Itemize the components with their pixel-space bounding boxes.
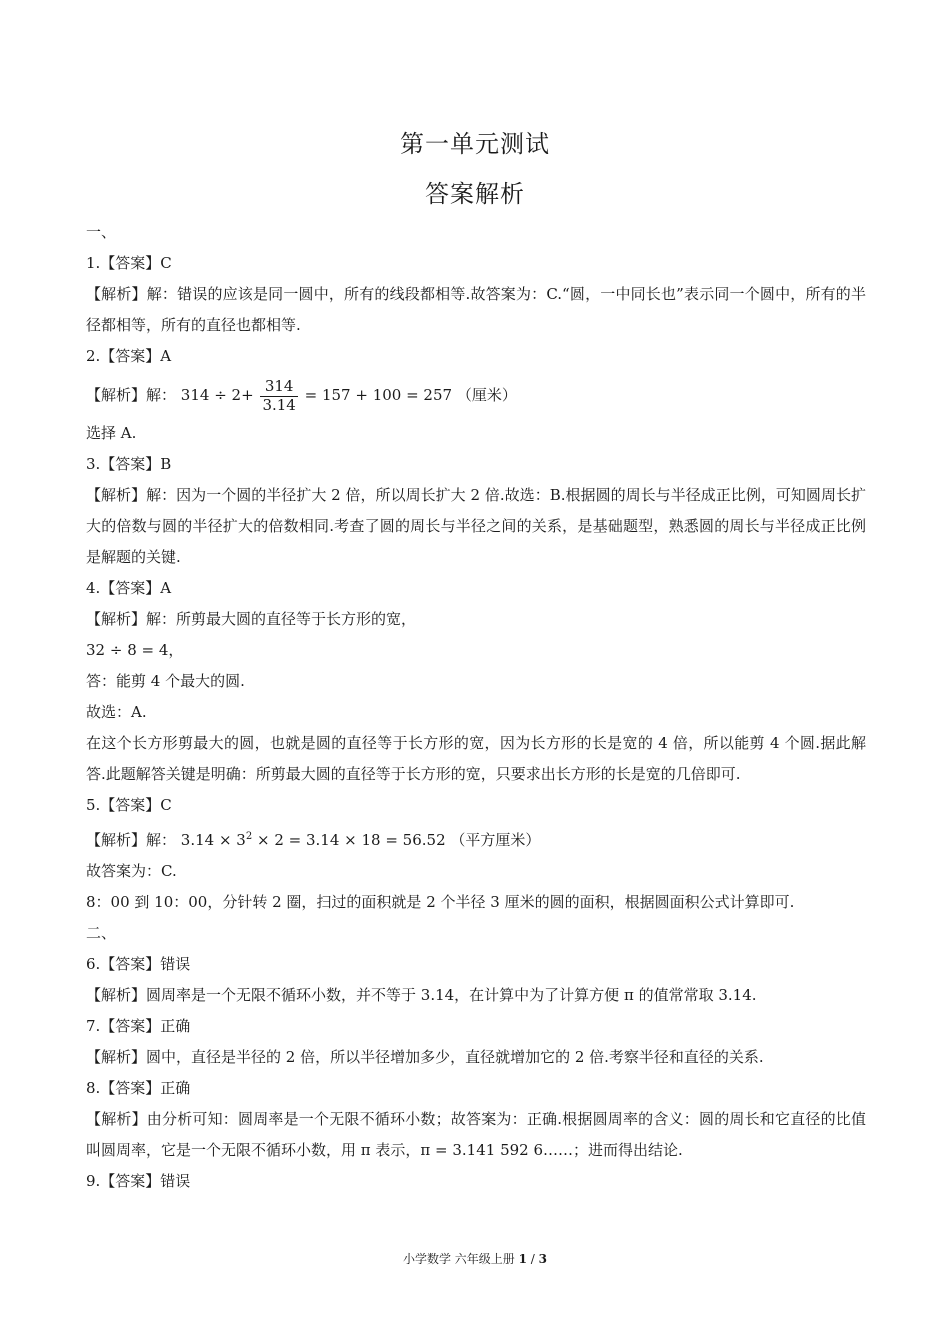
q1-analysis: 【解析】解：错误的应该是同一圆中，所有的线段都相等.故答案为：C.“圆，一中同长也”表示同一个圆中，所有的半径都相等，所有的直径也都相等.: [86, 285, 866, 334]
q4-analysis: 【解析】解：所剪最大圆的直径等于长方形的宽，: [86, 610, 417, 628]
q6-answer: 6.【答案】错误: [86, 955, 191, 973]
q9-answer: 9.【答案】错误: [86, 1172, 191, 1190]
q2-conclusion: 选择 A.: [86, 424, 137, 442]
section-label-1: 一、: [86, 223, 117, 241]
q8-analysis: 【解析】由分析可知：圆周率是一个无限不循环小数；故答案为：正确.根据圆周率的含义：圆的周长和它直径的比值叫圆周率，它是一个无限不循环小数，用 π 表示，π = 3.141 592 6……；进而得出结论.: [86, 1110, 866, 1159]
q4-reply: 答：能剪 4 个最大的圆.: [86, 672, 245, 690]
q5-explain: 8：00 到 10：00，分针转 2 圈，扫过的面积就是 2 个半径 3 厘米的圆的面积，根据圆面积公式计算即可.: [86, 893, 795, 911]
document-title: 第一单元测试: [400, 130, 550, 158]
page-footer: [0, 1250, 950, 1267]
q2-fraction: [260, 378, 297, 414]
q1-answer: 1.【答案】C: [86, 254, 172, 272]
q3-answer: 3.【答案】B: [86, 455, 172, 473]
footer-separator: /: [530, 1252, 535, 1266]
q2-answer: 2.【答案】A: [86, 347, 172, 365]
q2-expr-left: 314 ÷ 2+: [180, 386, 254, 404]
document-subtitle: 答案解析: [425, 180, 525, 208]
q5-exponent: 2: [245, 831, 253, 842]
q7-analysis: 【解析】圆中，直径是半径的 2 倍，所以半径增加多少，直径就增加它的 2 倍.考察半径和直径的关系.: [86, 1048, 764, 1066]
q7-answer: 7.【答案】正确: [86, 1017, 191, 1035]
q2-analysis-prefix: 【解析】解：: [86, 386, 177, 404]
q5-analysis-prefix: 【解析】解：: [86, 831, 177, 849]
q4-calc: 32 ÷ 8 = 4，: [86, 641, 184, 659]
q4-answer: 4.【答案】A: [86, 579, 172, 597]
q5-answer: 5.【答案】C: [86, 796, 172, 814]
q5-analysis: [86, 821, 866, 856]
q2-expr-right: = 157 + 100 = 257 （厘米）: [304, 386, 517, 404]
q2-fraction-denominator: 3.14: [262, 395, 296, 414]
q5-expr-a: 3.14 × 3: [180, 831, 246, 849]
q4-choice: 故选：A.: [86, 703, 147, 721]
footer-page-number: 1: [518, 1252, 527, 1266]
footer-text: 小学数学 六年级上册: [402, 1252, 515, 1266]
q2-fraction-numerator: 314: [260, 378, 297, 396]
q5-conclusion: 故答案为：C.: [86, 862, 177, 880]
footer-page-total: 3: [538, 1252, 548, 1266]
q2-analysis: [86, 372, 866, 418]
q3-analysis: 【解析】解：因为一个圆的半径扩大 2 倍，所以周长扩大 2 倍.故选：B.根据圆的周长与半径成正比例，可知圆周长扩大的倍数与圆的半径扩大的倍数相同.考查了圆的周长与半径之间的关系，是基础题型，熟悉圆的周长与半径成正比例是解题的关键.: [86, 486, 866, 566]
q6-analysis: 【解析】圆周率是一个无限不循环小数，并不等于 3.14，在计算中为了计算方便 π 的值常常取 3.14.: [86, 986, 757, 1004]
q5-expr-b: × 2 = 3.14 × 18 = 56.52 （平方厘米）: [252, 831, 541, 849]
answer-content: [86, 217, 866, 1197]
q4-explain: 在这个长方形剪最大的圆，也就是圆的直径等于长方形的宽，因为长方形的长是宽的 4 倍，所以能剪 4 个圆.据此解答.此题解答关键是明确：所剪最大圆的直径等于长方形的宽，只要求出长方形的长是宽的几倍即可.: [86, 734, 866, 783]
q8-answer: 8.【答案】正确: [86, 1079, 191, 1097]
section-label-2: 二、: [86, 924, 117, 942]
